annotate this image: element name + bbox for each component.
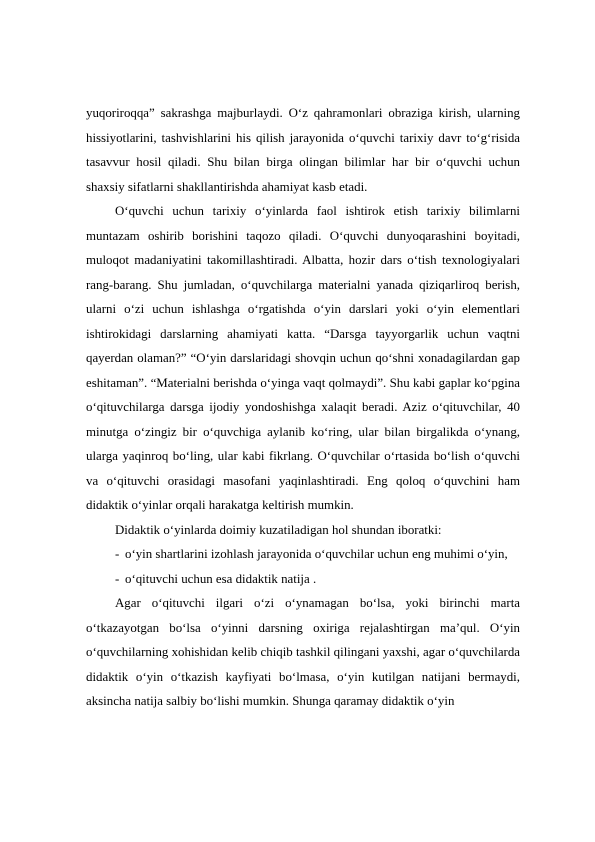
list-dash: - — [115, 547, 120, 561]
paragraph-1: yuqoriroqqa” sakrashga majburlaydi. O‘z qahramonlari obraziga kirish, ularning hissiyotlarini, tashvishlarini his qilish jarayonida o‘quvchi tarixiy davr to‘g‘risida tasavvur hosil qiladi. Shu bilan birga olingan bilimlar har bir o‘quvchi uchun shaxsiy sifatlarni shakllantirishda ahamiyat kasb etadi. — [86, 106, 520, 194]
paragraph-2: O‘quvchi uchun tarixiy o‘yinlarda faol ishtirok etish tarixiy bilimlarni muntazam oshirib borishini taqozo qiladi. O‘quvchi dunyoqarashini boyitadi, muloqot madaniyatini takomillashtiradi. Albatta, hozir dars o‘tish texnologiyalari rang-barang. Shu jumladan, o‘quvchilarga materialni yanada qiziqarliroq berish, ularni o‘zi uchun ishlashga o‘rgatishda o‘yin darslari yoki o‘yin elementlari ishtirokidagi darslarning ahamiyati katta. “Darsga tayyorgarlik uchun vaqtni qayerdan olaman?” “O‘yin darslaridagi shovqin uchun qo‘shni xonadagilardan gap eshitaman”. “Materialni berishda o‘yinga vaqt qolmaydi”. Shu kabi gaplar ko‘pgina o‘qituvchilarga darsga ijodiy yondoshishga xalaqit beradi. Aziz o‘qituvchilar, 40 minutga o‘zingiz bir o‘quvchiga aylanib ko‘ring, ular bilan birgalikda o‘ynang, ularga yaqinroq bo‘ling, ular kabi fikrlang. O‘quvchilar o‘rtasida bo‘lish o‘quvchi va o‘qituvchi orasidagi masofani yaqinlashtiradi. Eng qoloq o‘quvchini ham didaktik o‘yinlar orqali harakatga keltirish mumkin. — [86, 204, 520, 512]
list-item-text: o‘qituvchi uchun esa didaktik natija . — [125, 571, 317, 586]
list-item — [86, 567, 520, 592]
list-item-text: o‘yin shartlarini izohlash jarayonida o‘quvchilar uchun eng muhimi o‘yin, — [125, 547, 508, 561]
document-page — [86, 101, 520, 714]
list-dash: - — [115, 571, 120, 586]
list-item — [86, 542, 520, 567]
paragraph-closing: Agar o‘qituvchi ilgari o‘zi o‘ynamagan bo‘lsa, yoki birinchi marta o‘tkazayotgan bo‘lsa o‘yinni darsning oxiriga rejalashtirgan ma’qul. O‘yin o‘quvchilarning xohishidan kelib chiqib tashkil qilingani yaxshi, agar o‘quvchilarda didaktik o‘yin o‘tkazish kayfiyati bo‘lmasa, o‘yin kutilgan natijani bermaydi, aksincha natija salbiy bo‘lishi mumkin. Shunga qaramay didaktik o‘yin — [86, 596, 520, 708]
paragraph-3: Didaktik o‘yinlarda doimiy kuzatiladigan hol shundan iboratki: — [115, 522, 442, 537]
